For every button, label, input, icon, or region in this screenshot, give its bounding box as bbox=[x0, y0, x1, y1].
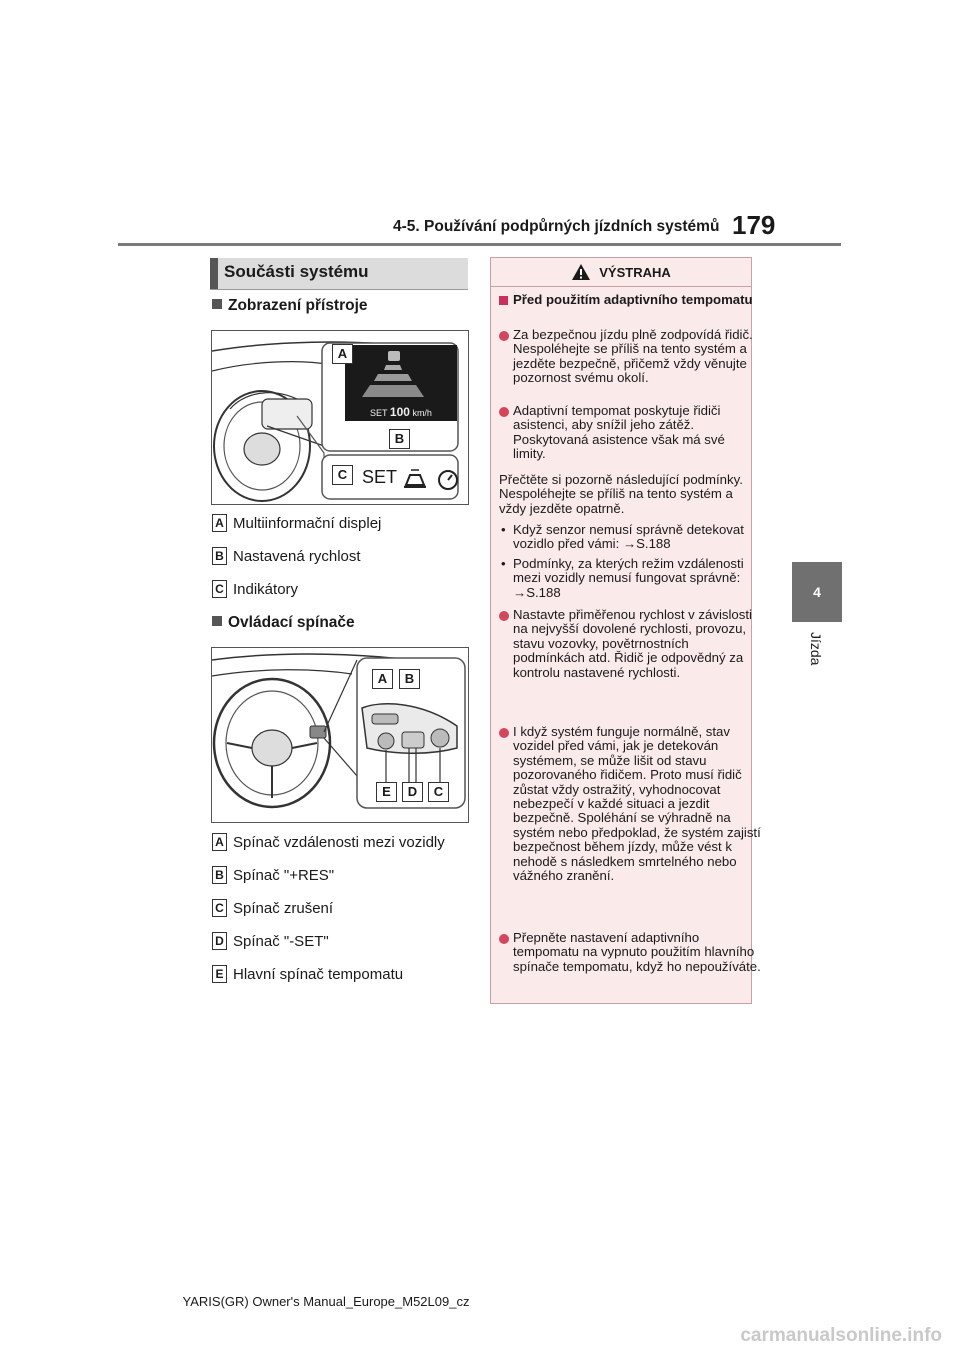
callout-c: C bbox=[332, 465, 353, 485]
legend-text: Spínač zrušení bbox=[233, 899, 334, 917]
legend-item bbox=[212, 579, 381, 599]
warning-item: Za bezpečnou jízdu plně zodpovídá řidič. Nespoléhejte se příliš na tento systém a jezděte bezpečně, přičemž vždy věnujte pozornost svému okolí. bbox=[499, 328, 761, 386]
header-divider bbox=[118, 243, 841, 246]
legend-text: Indikátory bbox=[233, 580, 299, 598]
square-bullet-icon bbox=[212, 299, 222, 309]
section-heading bbox=[210, 258, 468, 290]
callout-d: D bbox=[402, 782, 423, 802]
legend-item bbox=[212, 546, 381, 566]
square-bullet-icon bbox=[212, 616, 222, 626]
legend-text: Multiinformační displej bbox=[233, 514, 382, 532]
set-speed-value: 100 bbox=[389, 405, 410, 419]
watermark: carmanualsonline.info bbox=[740, 1325, 942, 1346]
footer bbox=[0, 1294, 960, 1309]
legend-item bbox=[212, 865, 445, 885]
section-heading-text: Součásti systému bbox=[224, 262, 369, 281]
legend-key: B bbox=[212, 866, 227, 884]
legend-text: Spínač vzdálenosti mezi vozidly bbox=[233, 833, 445, 851]
switch-legend bbox=[212, 832, 445, 984]
legend-key: E bbox=[212, 965, 227, 983]
legend-item bbox=[212, 931, 445, 951]
callout-b: B bbox=[399, 669, 420, 689]
warning-box bbox=[490, 257, 761, 1004]
warning-item: Nastavte přiměřenou rychlost v závislosti na nejvyšší dovolené rychlosti, provozu, stavu vozovky, povětrnostních podmínkách atd. Řidič je odpovědný za kontrolu nastavené rychlosti. bbox=[499, 608, 761, 680]
legend-item bbox=[212, 964, 445, 984]
legend-key: C bbox=[212, 899, 227, 917]
instrument-legend bbox=[212, 513, 381, 599]
instrument-display-heading-text: Zobrazení přístroje bbox=[228, 297, 368, 314]
warning-heading: Před použitím adaptivního tempomatu bbox=[499, 293, 761, 307]
legend-item bbox=[212, 898, 445, 918]
callout-c: C bbox=[428, 782, 449, 802]
instrument-display-heading bbox=[212, 297, 368, 315]
legend-text: Spínač "+RES" bbox=[233, 866, 335, 884]
legend-text: Hlavní spínač tempomatu bbox=[233, 965, 404, 983]
legend-key: A bbox=[212, 833, 227, 851]
legend-key: C bbox=[212, 580, 227, 598]
cruise-set-indicator: SET bbox=[362, 467, 398, 487]
footer-text: YARIS(GR) Owner's Manual_Europe_M52L09_cz bbox=[182, 1294, 470, 1309]
legend-key: D bbox=[212, 932, 227, 950]
speed-set-text: SET bbox=[370, 408, 388, 418]
callout-b: B bbox=[389, 429, 410, 449]
warning-item: Adaptivní tempomat poskytuje řidiči asistenci, aby snížil jeho zátěž. Poskytovaná asistence však má své limity. bbox=[499, 404, 761, 462]
chapter-tab: 4 bbox=[792, 562, 842, 622]
legend-item bbox=[212, 832, 445, 852]
instrument-display-figure bbox=[211, 330, 469, 505]
warning-triangle-icon bbox=[571, 263, 591, 281]
legend-item bbox=[212, 513, 381, 533]
section-heading-bar bbox=[210, 258, 218, 289]
warning-divider bbox=[491, 286, 751, 287]
control-switches-figure bbox=[211, 647, 469, 823]
chapter-label bbox=[788, 632, 844, 672]
page-number: 179 bbox=[732, 210, 776, 240]
radar-cruise-indicator-icon bbox=[402, 467, 462, 491]
warning-header bbox=[491, 258, 751, 286]
warning-bullet: • Podmínky, za kterých režim vzdálenosti mezi vozidly nemusí fungovat správně: →S.188 bbox=[499, 557, 761, 600]
legend-key: B bbox=[212, 547, 227, 565]
control-switches-heading-text: Ovládací spínače bbox=[228, 614, 355, 631]
legend-text: Spínač "-SET" bbox=[233, 932, 329, 950]
section-header-title: 4-5. Používání podpůrných jízdních systémů bbox=[393, 218, 720, 235]
legend-key: A bbox=[212, 514, 227, 532]
callout-e: E bbox=[376, 782, 397, 802]
control-switches-heading bbox=[212, 614, 355, 632]
warning-item: I když systém funguje normálně, stav vozidel před vámi, jak je detekován systémem, se může lišit od stavu pozorovaného řidičem. Proto musí řidič zůstat vždy ostražitý, vyhodnocovat nebezpečí v každé situaci a jezdit bezpečně. Spoléhání se výhradně na systém nebo předpoklad, že systém zajistí bezpečnost během jízdy, může vést k nehodě s následkem smrtelného nebo vážného zranění. bbox=[499, 725, 761, 883]
warning-paragraph: Přečtěte si pozorně následující podmínky. Nespoléhejte se příliš na tento systém a vždy jezděte opatrně. bbox=[499, 472, 743, 516]
chapter-label-text: Jízda bbox=[808, 632, 824, 666]
warning-bullet: • Když senzor nemusí správně detekovat vozidlo před vámi: →S.188 bbox=[499, 523, 761, 552]
speed-unit: km/h bbox=[412, 408, 432, 418]
callout-a: A bbox=[372, 669, 393, 689]
speed-readout bbox=[345, 405, 457, 419]
callout-a: A bbox=[332, 344, 353, 364]
warning-item: Přepněte nastavení adaptivního tempomatu na vypnuto použitím hlavního spínače tempomatu, když ho nepoužíváte. bbox=[499, 931, 761, 974]
warning-title: VÝSTRAHA bbox=[599, 264, 671, 280]
legend-text: Nastavená rychlost bbox=[233, 547, 361, 565]
